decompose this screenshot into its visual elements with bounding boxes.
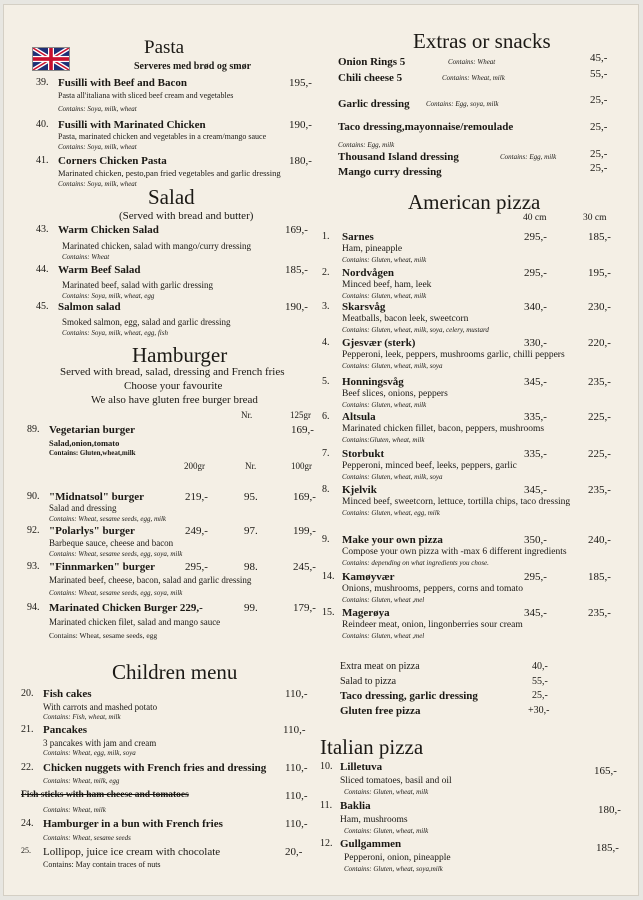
extras-item: [338, 162, 638, 182]
item-price: 110,-: [283, 724, 306, 736]
item-name: Warm Chicken Salad: [58, 224, 159, 236]
item-name: Gjesvær (sterk): [342, 337, 416, 349]
item-price-30cm: 225,-: [588, 411, 611, 423]
item-price-40cm: 335,-: [524, 411, 547, 423]
children-item: [21, 688, 321, 724]
children-heading: Children menu: [112, 660, 238, 684]
item-name: Thousand Island dressing: [338, 151, 459, 163]
item-price-30cm: 235,-: [588, 484, 611, 496]
item-name: Baklia: [340, 800, 371, 812]
item-description: Marinated chicken, pesto,pan fried vegetables and garlic dressing: [58, 168, 281, 178]
item-number: 21.: [21, 724, 34, 735]
item-allergens: Contains: Gluten, wheat, milk: [344, 827, 429, 835]
item-name: Onion Rings 5: [338, 56, 406, 68]
item-description: Ham, mushrooms: [340, 815, 408, 825]
item-description: Smoked salmon, egg, salad and garlic dressing: [62, 317, 231, 327]
item-description: Pepperoni, onion, pineapple: [344, 853, 451, 863]
hamburger-intro: We also have gluten free burger bread: [91, 394, 258, 406]
item-description: 3 pancakes with jam and cream: [43, 738, 157, 748]
hamburger-intro: Choose your favourite: [124, 380, 223, 392]
item-price-40cm: 345,-: [524, 376, 547, 388]
item-price-100gr: 199,-: [293, 525, 316, 537]
item-number: 6.: [322, 411, 330, 422]
addon-name: Gluten free pizza: [340, 705, 421, 717]
addon-price: 55,-: [532, 676, 548, 687]
american-pizza-item: [322, 484, 640, 520]
salad-subtitle: (Served with bread and butter): [119, 210, 254, 222]
item-name: Mango curry dressing: [338, 166, 442, 178]
item-number: 22.: [21, 762, 34, 773]
item-allergens: Contains: Gluten,wheat,milk: [49, 449, 136, 457]
american-pizza-heading: American pizza: [408, 190, 541, 214]
salad-item: [36, 301, 321, 337]
item-allergens: Contains: Gluten, wheat ,mel: [342, 596, 425, 604]
item-description: Reindeer meat, onion, lingonberries sour cream: [342, 620, 523, 630]
item-description: Compose your own pizza with -max 6 different ingredients: [342, 547, 567, 557]
item-allergens: Contains: Soya, milk, wheat, egg, fish: [62, 329, 168, 337]
american-pizza-item: [322, 337, 640, 373]
item-allergens: Contains: Wheat, milk, egg: [43, 777, 120, 785]
item-allergens: Contains: Wheat, egg, milk, soya: [43, 749, 136, 757]
item-number: 3.: [322, 301, 330, 312]
extras-heading: Extras or snacks: [413, 29, 551, 53]
item-allergens: Contains: Wheat, milk: [442, 74, 505, 82]
american-pizza-item: [322, 571, 640, 607]
item-name: Lollipop, juice ice cream with chocolate: [43, 846, 221, 858]
item-name: Gullgammen: [340, 838, 402, 850]
addon-price: 40,-: [532, 661, 548, 672]
item-allergens: Contains: Gluten, wheat, milk: [342, 292, 427, 300]
hamburger-heading: Hamburger: [132, 343, 228, 367]
american-pizza-item: [322, 301, 640, 337]
item-name: Nordvågen: [342, 267, 394, 279]
salad-heading: Salad: [148, 185, 195, 209]
item-name: Storbukt: [342, 448, 385, 460]
hamburger-intro: Served with bread, salad, dressing and French fries: [60, 366, 285, 378]
children-item: [21, 724, 321, 760]
uk-flag-icon: [32, 47, 70, 71]
item-allergens: Contains: Wheat, sesame seeds, egg, soya, milk: [49, 550, 183, 558]
item-price: 169,-: [285, 224, 308, 236]
item-price: 180,-: [598, 804, 621, 816]
american-pizza-item: [322, 534, 640, 570]
item-name: Magerøya: [342, 607, 390, 619]
item-allergens: Contains: Egg, milk: [338, 141, 395, 149]
pizza-addons: [340, 661, 640, 721]
item-price: 190,-: [289, 119, 312, 131]
item-number: 12.: [320, 838, 333, 849]
item-number: 11.: [320, 800, 333, 811]
item-number: 2.: [322, 267, 330, 278]
american-pizza-item: [322, 448, 640, 484]
item-price: 25,-: [590, 94, 608, 106]
item-allergens: Contains: Wheat, milk: [43, 806, 106, 814]
item-description: Marinated beef, cheese, bacon, salad and garlic dressing: [49, 575, 252, 585]
item-allergens: Contains: Egg, milk: [500, 153, 557, 161]
item-price-30cm: 185,-: [588, 231, 611, 243]
item-number: 15.: [322, 607, 335, 618]
item-allergens: Contains: Soya, milk, wheat: [58, 143, 137, 151]
item-allergens: Contains: Gluten, wheat, milk, soya: [342, 362, 443, 370]
column-header-200gr: 200gr: [184, 461, 205, 471]
item-price: 25,-: [590, 121, 608, 133]
item-name: Lilletuva: [340, 761, 383, 773]
item-allergens: Contains: Soya, milk, wheat: [58, 180, 137, 188]
item-number: 20.: [21, 688, 34, 699]
item-price-30cm: 240,-: [588, 534, 611, 546]
column-header-100gr: 100gr: [291, 461, 312, 471]
item-number: 8.: [322, 484, 330, 495]
item-price-40cm: 335,-: [524, 448, 547, 460]
item-price-40cm: 295,-: [524, 267, 547, 279]
item-price-100gr: 169,-: [293, 491, 316, 503]
item-price-30cm: 220,-: [588, 337, 611, 349]
item-allergens: Contains: Wheat, sesame seeds, egg, milk: [49, 515, 167, 523]
item-allergens: Contains: Gluten, wheat ,mel: [342, 632, 425, 640]
children-item: [21, 762, 321, 786]
item-price: 180,-: [289, 155, 312, 167]
item-nr: 95.: [244, 491, 258, 503]
item-allergens: Contains: Gluten, wheat, milk: [342, 401, 427, 409]
item-allergens: Contains: Fish, wheat, milk: [43, 713, 121, 721]
item-description: Pasta all'italiana with sliced beef cream and vegetables: [58, 91, 234, 100]
item-number: 4.: [322, 337, 330, 348]
item-price-200gr: 295,-: [185, 561, 208, 573]
item-price-40cm: 345,-: [524, 484, 547, 496]
item-description: Meatballs, bacon leek, sweetcorn: [342, 314, 469, 324]
item-number: 93.: [27, 561, 40, 572]
item-allergens: Contains: Gluten, wheat, milk, soya: [342, 473, 443, 481]
item-price: 190,-: [285, 301, 308, 313]
item-description: Salad,onion,tomato: [49, 438, 120, 448]
children-item: [21, 818, 321, 842]
pasta-heading: Pasta: [144, 37, 185, 58]
item-name: Kamøyvær: [342, 571, 395, 583]
item-number: 7.: [322, 448, 330, 459]
item-price-100gr: 179,-: [293, 602, 316, 614]
column-header-125gr: 125gr: [290, 410, 311, 420]
italian-pizza-item: [320, 800, 638, 836]
item-price-200gr: 249,-: [185, 525, 208, 537]
american-pizza-item: [322, 411, 640, 447]
column-header-nr: Nr.: [245, 461, 257, 471]
item-name: Skarsvåg: [342, 301, 386, 313]
item-number: 10.: [320, 761, 333, 772]
item-allergens: Contains: Gluten, wheat, soya,milk: [344, 865, 443, 873]
item-price: 20,-: [285, 846, 303, 858]
salad-item: [36, 264, 321, 300]
item-name: Pancakes: [43, 724, 87, 736]
item-name: Chili cheese 5: [338, 72, 403, 84]
item-name: "Finnmarken" burger: [49, 561, 156, 573]
item-name: Sarnes: [342, 231, 374, 243]
item-price-30cm: 235,-: [588, 376, 611, 388]
pasta-subtitle: Serveres med brød og smør: [134, 61, 252, 72]
addon-price: 25,-: [532, 690, 548, 701]
item-number: 45.: [36, 301, 49, 312]
item-name: Fish cakes: [43, 688, 92, 700]
item-number: 14.: [322, 571, 335, 582]
item-price-30cm: 185,-: [588, 571, 611, 583]
item-price-100gr: 245,-: [293, 561, 316, 573]
item-allergens: Contains: Soya, milk, wheat: [58, 105, 137, 113]
burger-item: [27, 525, 322, 559]
item-price: 165,-: [594, 765, 617, 777]
children-item: [21, 790, 321, 814]
salad-item: [36, 224, 321, 260]
burger-item: [27, 602, 322, 642]
item-number: 94.: [27, 602, 40, 613]
item-name: Fusilli with Beef and Bacon: [58, 77, 187, 89]
item-number: 90.: [27, 491, 40, 502]
item-allergens: Contains:Gluten, wheat, milk: [342, 436, 425, 444]
item-price-200gr: 219,-: [185, 491, 208, 503]
item-name: Altsula: [342, 411, 376, 423]
item-number: 41.: [36, 155, 49, 166]
item-price: 110,-: [285, 762, 308, 774]
item-price: 195,-: [289, 77, 312, 89]
item-description: Marinated chicken filet, salad and mango sauce: [49, 617, 221, 627]
item-description: Barbeque sauce, cheese and bacon: [49, 538, 174, 548]
item-number: 89.: [27, 424, 40, 435]
item-number: 25.: [21, 846, 31, 855]
column-header-40cm: 40 cm: [523, 213, 547, 223]
item-nr: 99.: [244, 602, 258, 614]
item-price: 55,-: [590, 68, 608, 80]
item-price-40cm: 340,-: [524, 301, 547, 313]
american-pizza-item: [322, 231, 640, 267]
american-pizza-item: [322, 607, 640, 643]
item-description: Pasta, marinated chicken and vegetables in a cream/mango sauce: [58, 132, 267, 141]
item-price: 185,-: [596, 842, 619, 854]
pasta-item: [36, 77, 321, 113]
item-name: Hamburger in a bun with French fries: [43, 818, 223, 830]
item-price-40cm: 295,-: [524, 571, 547, 583]
item-description: Pepperoni, leek, peppers, mushrooms garlic, chilli peppers: [342, 350, 565, 360]
item-description: Sliced tomatoes, basil and oil: [340, 776, 452, 786]
item-description: Minced beef, ham, leek: [342, 280, 432, 290]
burger-item: [27, 561, 322, 595]
item-price-30cm: 230,-: [588, 301, 611, 313]
item-name: Chicken nuggets with French fries and dressing: [43, 762, 267, 774]
addon-price: +30,-: [528, 705, 550, 716]
item-allergens: Contains: Gluten, wheat, milk: [342, 256, 427, 264]
addon-name: Extra meat on pizza: [340, 661, 420, 672]
item-price: 169,-: [291, 424, 314, 436]
children-item: [21, 846, 321, 870]
american-pizza-item: [322, 267, 640, 303]
extras-item: [338, 68, 638, 96]
item-name: Make your own pizza: [342, 534, 443, 546]
item-number: 40.: [36, 119, 49, 130]
item-description: Marinated chicken, salad with mango/curry dressing: [62, 241, 251, 251]
burger-item: [27, 491, 322, 525]
item-description: Beef slices, onions, peppers: [342, 389, 448, 399]
addon-name: Salad to pizza: [340, 676, 397, 687]
item-number: 9.: [322, 534, 330, 545]
column-header-30cm: 30 cm: [583, 213, 607, 223]
item-name: Garlic dressing: [338, 98, 410, 110]
item-name: Corners Chicken Pasta: [58, 155, 167, 167]
item-allergens: Contains: Wheat: [448, 58, 496, 66]
item-description: Salad and dressing: [49, 503, 117, 513]
column-header-nr: Nr.: [241, 410, 253, 420]
addon-name: Taco dressing, garlic dressing: [340, 690, 478, 702]
item-allergens: Contains: Soya, milk, wheat, egg: [62, 292, 155, 300]
item-price-30cm: 195,-: [588, 267, 611, 279]
item-allergens: Contains: Gluten, wheat, milk: [344, 788, 429, 796]
item-allergens: Contains: depending on what ingredients you chose.: [342, 559, 489, 567]
item-number: 44.: [36, 264, 49, 275]
item-number: 92.: [27, 525, 40, 536]
italian-pizza-heading: Italian pizza: [320, 735, 424, 759]
item-allergens: Contains: Wheat, sesame seeds, egg, soya, milk: [49, 589, 183, 597]
item-price-40cm: 295,-: [524, 231, 547, 243]
item-allergens: Contains: Egg, soya, milk: [426, 100, 499, 108]
item-allergens: Contains: Gluten, wheat, egg, milk: [342, 509, 440, 517]
item-description: Pepperoni, minced beef, leeks, peppers, garlic: [342, 461, 517, 471]
extras-item: [338, 121, 638, 151]
american-pizza-item: [322, 376, 640, 412]
pasta-item: [36, 119, 321, 155]
item-price: 110,-: [285, 790, 308, 802]
item-name-crossed-out: Fish sticks with ham cheese and tomatoes: [21, 790, 189, 800]
item-name: Fusilli with Marinated Chicken: [58, 119, 206, 131]
item-nr: 97.: [244, 525, 258, 537]
item-number: 1.: [322, 231, 330, 242]
item-price-40cm: 330,-: [524, 337, 547, 349]
item-name: Taco dressing,mayonnaise/remoulade: [338, 121, 514, 133]
item-price-30cm: 235,-: [588, 607, 611, 619]
item-price: 110,-: [285, 818, 308, 830]
item-price: 25,-: [590, 162, 608, 174]
item-price: 185,-: [285, 264, 308, 276]
item-description: Marinated beef, salad with garlic dressing: [62, 280, 213, 290]
item-description: Onions, mushrooms, peppers, corns and tomato: [342, 584, 524, 594]
item-price: 45,-: [590, 52, 608, 64]
item-description: Marinated chicken fillet, bacon, peppers, mushrooms: [342, 424, 545, 434]
item-price: 25,-: [590, 148, 608, 160]
item-description: Ham, pineapple: [342, 244, 403, 254]
item-name: Vegetarian burger: [49, 424, 136, 436]
item-allergens: Contains: Wheat: [62, 253, 110, 261]
item-name: Salmon salad: [58, 301, 121, 313]
item-allergens: Contains: May contain traces of nuts: [43, 860, 161, 869]
italian-pizza-item: [320, 761, 638, 797]
burger-item: [27, 424, 322, 460]
item-name: Marinated Chicken Burger 229,-: [49, 602, 203, 614]
item-number: 39.: [36, 77, 49, 88]
item-name: "Polarlys" burger: [49, 525, 135, 537]
menu-page: [3, 4, 639, 896]
item-description: With carrots and mashed potato: [43, 702, 158, 712]
item-number: 43.: [36, 224, 49, 235]
item-name: Honningsvåg: [342, 376, 404, 388]
item-price-40cm: 350,-: [524, 534, 547, 546]
item-allergens: Contains: Wheat, sesame seeds: [43, 834, 131, 842]
item-allergens: Contains: Wheat, sesame seeds, egg: [49, 631, 158, 640]
item-name: "Midnatsol" burger: [49, 491, 145, 503]
item-name: Warm Beef Salad: [58, 264, 141, 276]
item-name: Kjelvik: [342, 484, 377, 496]
item-price-40cm: 345,-: [524, 607, 547, 619]
item-price-30cm: 225,-: [588, 448, 611, 460]
italian-pizza-item: [320, 838, 638, 874]
item-nr: 98.: [244, 561, 258, 573]
item-description: Minced beef, sweetcorn, lettuce, tortilla chips, taco dressing: [342, 497, 571, 507]
item-number: 5.: [322, 376, 330, 387]
item-price: 110,-: [285, 688, 308, 700]
item-allergens: Contains: Gluten, wheat, milk, soya, celery, mustard: [342, 326, 489, 334]
extras-item: [338, 94, 638, 122]
item-number: 24.: [21, 818, 34, 829]
